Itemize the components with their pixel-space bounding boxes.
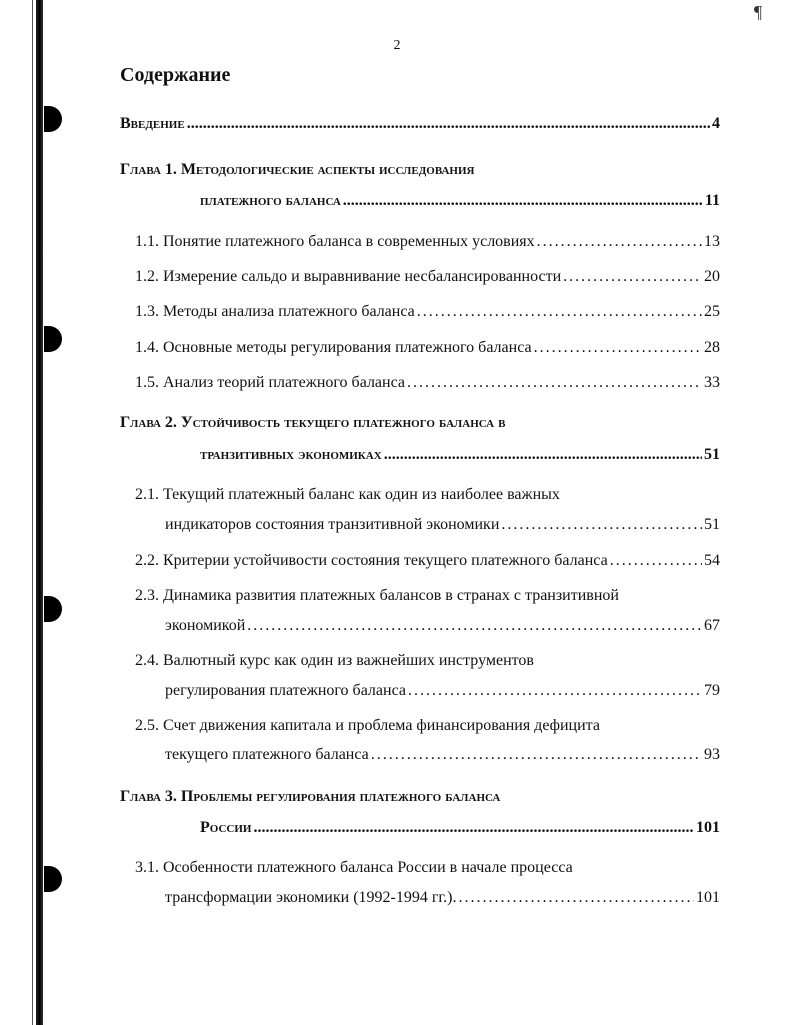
- chapter-2-title: Глава 2. Устойчивость текущего платежного баланса в: [120, 414, 506, 431]
- dot-leader: [407, 373, 702, 393]
- toc-entry-page: 13: [704, 233, 720, 250]
- chapter-2-title-cont: транзитивных экономиках: [200, 446, 382, 463]
- section-title: Счет движения капитала и проблема финансирования дефицита: [163, 717, 600, 734]
- punch-hole: [44, 596, 62, 622]
- toc-entry-1-1: [135, 232, 720, 252]
- punch-hole: [44, 326, 62, 352]
- section-title: Понятие платежного баланса в современных условиях: [163, 233, 535, 250]
- section-number: 2.2.: [135, 552, 159, 569]
- section-title: Критерии устойчивости состояния текущего платежного баланса: [163, 552, 608, 569]
- dot-leader: [371, 745, 702, 765]
- toc-entry-chapter-3: [200, 818, 720, 838]
- toc-entry-chapter-1: [200, 191, 720, 211]
- chapter-3-title: Глава 3. Проблемы регулирования платежного баланса: [120, 788, 501, 805]
- dot-leader: [417, 302, 702, 322]
- section-title: Текущий платежный баланс как один из наиболее важных: [163, 486, 560, 503]
- section-title: Методы анализа платежного баланса: [163, 303, 415, 320]
- toc-entry-2-3: [165, 616, 720, 636]
- toc-entry-2-5-line1: [135, 716, 600, 736]
- chapter-1-title: Глава 1. Методологические аспекты исследования: [120, 161, 475, 178]
- section-title: Валютный курс как один из важнейших инструментов: [163, 652, 534, 669]
- dot-leader: [534, 338, 702, 358]
- page-number: 2: [393, 38, 401, 53]
- section-number: 2.3.: [135, 587, 159, 604]
- corner-mark: ¶: [754, 2, 763, 22]
- toc-entry-2-3-line1: [135, 586, 619, 606]
- dot-leader: [187, 114, 710, 134]
- section-number: 1.4.: [135, 339, 159, 356]
- toc-entry-page: 20: [704, 268, 720, 285]
- toc-entry-page: 101: [696, 889, 720, 906]
- toc-entry-1-2: [135, 267, 720, 287]
- toc-entry-1-4: [135, 338, 720, 358]
- toc-entry-1-5: [135, 373, 720, 393]
- chapter-3-title-cont: России: [200, 819, 252, 836]
- toc-entry-2-1: [165, 515, 720, 535]
- toc-entry-page: 54: [704, 552, 720, 569]
- binding-strip: [36, 0, 43, 1025]
- toc-entry-page: 93: [704, 746, 720, 763]
- toc-entry-page: 28: [704, 339, 720, 356]
- toc-entry-title: Введение: [120, 115, 185, 132]
- dot-leader: [563, 267, 702, 287]
- toc-entry-page: 51: [704, 516, 720, 533]
- section-number: 2.1.: [135, 486, 159, 503]
- toc-entry-page: 25: [704, 303, 720, 320]
- section-title: Измерение сальдо и выравнивание несбалансированности: [163, 268, 562, 285]
- toc-entry-intro: [120, 114, 720, 134]
- section-title: Основные методы регулирования платежного баланса: [163, 339, 532, 356]
- dot-leader: [253, 818, 694, 838]
- dot-leader: [459, 888, 695, 908]
- toc-entry-page: 11: [704, 192, 720, 209]
- section-title: Динамика развития платежных балансов в странах с транзитивной: [163, 587, 619, 604]
- toc-entry-page: 101: [696, 819, 720, 836]
- toc-entry-page: 67: [704, 617, 720, 634]
- dot-leader: [343, 191, 703, 211]
- toc-entry-3-1-line1: [135, 858, 573, 878]
- dot-leader: [247, 616, 702, 636]
- dot-leader: [384, 445, 702, 465]
- dot-leader: [408, 681, 702, 701]
- page-title: Содержание: [120, 64, 231, 86]
- toc-entry-2-5: [165, 745, 720, 765]
- section-title-cont: индикаторов состояния транзитивной экономики: [165, 516, 500, 533]
- section-title-cont: трансформации экономики (1992-1994 гг.).: [165, 889, 457, 906]
- chapter-1-title-cont: платежного баланса: [200, 192, 341, 209]
- section-number: 1.5.: [135, 374, 159, 391]
- section-title-cont: регулирования платежного баланса: [165, 682, 406, 699]
- toc-entry-page: 4: [712, 115, 720, 132]
- section-title-cont: текущего платежного баланса: [165, 746, 369, 763]
- section-title: Особенности платежного баланса России в начале процесса: [163, 859, 573, 876]
- toc-entry-page: 79: [704, 682, 720, 699]
- section-number: 2.4.: [135, 652, 159, 669]
- toc-entry-2-2: [135, 551, 720, 571]
- section-number: 1.3.: [135, 303, 159, 320]
- section-number: 3.1.: [135, 859, 159, 876]
- toc-entry-chapter-2: [200, 445, 720, 465]
- section-number: 1.1.: [135, 233, 159, 250]
- toc-entry-3-1: [165, 888, 720, 908]
- dot-leader: [537, 232, 702, 252]
- punch-hole: [44, 106, 62, 132]
- toc-entry-page: 33: [704, 374, 720, 391]
- binding-edge-line: [32, 0, 33, 1025]
- punch-hole: [44, 866, 62, 892]
- section-title-cont: экономикой: [165, 617, 246, 634]
- section-number: 1.2.: [135, 268, 159, 285]
- dot-leader: [610, 551, 702, 571]
- toc-entry-page: 51: [704, 446, 720, 463]
- toc-entry-2-4-line1: [135, 651, 534, 671]
- toc-entry-2-1-line1: [135, 485, 560, 505]
- section-number: 2.5.: [135, 717, 159, 734]
- section-title: Анализ теорий платежного баланса: [163, 374, 405, 391]
- toc-entry-1-3: [135, 302, 720, 322]
- dot-leader: [501, 515, 702, 535]
- toc-entry-2-4: [165, 681, 720, 701]
